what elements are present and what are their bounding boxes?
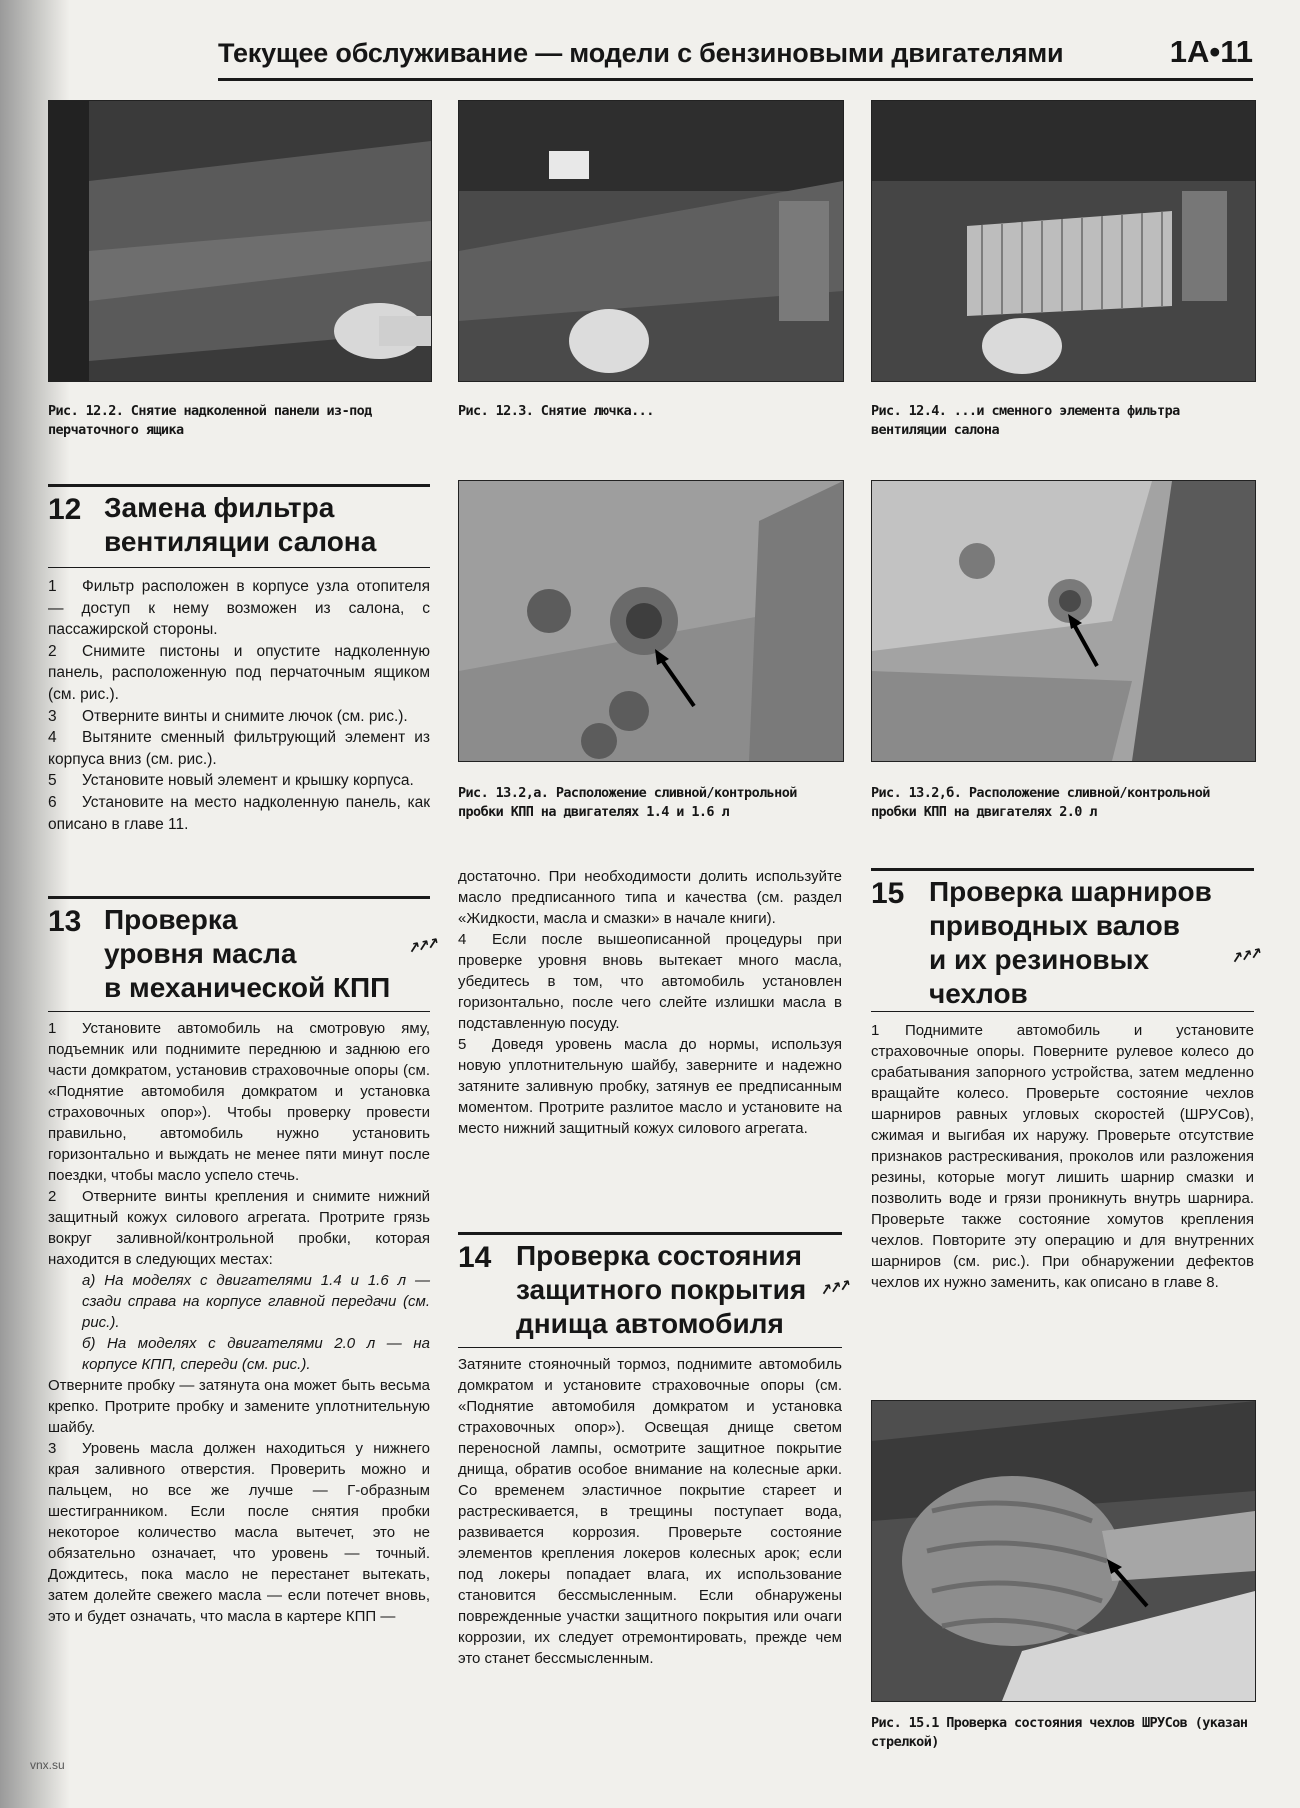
photo-filter-element-image — [872, 101, 1255, 381]
section-14-title: Проверка состояния защитного покрытия днища автомобиля — [516, 1240, 807, 1339]
caption-fig-12-4: Рис. 12.4. ...и сменного элемента фильтра вентиляции салона — [871, 403, 1180, 438]
s12-item-2: 2 Снимите пистоны и опустите надколенную панель, расположенную под перчаточным ящиком (см. рис.). — [48, 642, 430, 703]
page-number: 1A•11 — [1169, 34, 1253, 69]
photo-fig-15-1 — [871, 1400, 1256, 1702]
caption-fig-12-3: Рис. 12.3. Снятие лючка... — [458, 403, 654, 419]
section-15-body — [871, 1020, 1254, 1293]
section-12-heading — [48, 484, 430, 568]
caption-fig-15-1: Рис. 15.1 Проверка состояния чехлов ШРУСов (указан стрелкой) — [871, 1715, 1248, 1750]
s13-para-3: 3 Уровень масла должен находиться у нижнего края заливного отверстия. Проверить можно и пальцем, но все же лучше — Г-образным шестигранником. Если после снятия пробки некоторое количество масла вытечет, это не обязательно означает, что уровень — точный. Дождитесь, пока масло не перестанет вытекать, затем долейте свежего масла — если потечет вновь, это и будет означать, что масла в картере КПП — — [48, 1440, 430, 1625]
s13-para-4: 4 Если после вышеописанной процедуры при проверке уровня вновь вытекает много масла, убедитесь в том, что автомобиль установлен горизонтально, после чего слейте излишки масла в подставленную посуду. — [458, 931, 842, 1032]
section-13-number: 13 — [48, 905, 82, 938]
section-13-body-left — [48, 1018, 430, 1627]
section-13-title: Проверка уровня масла в механической КПП — [104, 904, 391, 1003]
section-15-title: Проверка шарниров приводных валов и их резиновых чехлов — [929, 876, 1212, 1009]
s12-item-1: 1 Фильтр расположен в корпусе узла отопителя — доступ к нему возможен из салона, с пассажирской стороны. — [48, 578, 430, 639]
s13-para-1: 1 Установите автомобиль на смотровую яму, подъемник или поднимите переднюю и заднюю его части домкратом, установив страховочные опоры (см. «Поднятие автомобиля домкратом и установка страховочных опор»). Чтобы проверку провести правильно, автомобиль нужно установить горизонтально и выждать не менее пяти минут после поездки, чтобы масло успело стечь. — [48, 1020, 430, 1184]
photo-panel-removal-image — [49, 101, 431, 381]
s12-item-3: 3 Отверните винты и снимите лючок (см. рис.). — [48, 707, 408, 725]
section-13-body-middle — [458, 866, 842, 1139]
s15-para-1: 1 Поднимите автомобиль и установите страховочные опоры. Поверните рулевое колесо до срабатывания запорного устройства, затем медленно вращайте колесо. Проверьте состояние чехлов шарниров равных угловых скоростей (ШРУСов), сжимая и выгибая их наружу. Проверьте отсутствие признаков растрескивания, проколов или разложения резины, которые могут лишить шарнир смазки и позволить воде и грязи проникнуть внутрь шарнира. Проверьте также состояние хомутов крепления чехлов. Повторите эту операцию и для внутренних шарниров (см. рис.). При обнаружении дефектов чехлов их нужно заменить, как описано в главе 8. — [871, 1022, 1254, 1291]
section-13-heading — [48, 896, 439, 1012]
caption-fig-12-2: Рис. 12.2. Снятие надколенной панели из-под перчаточного ящика — [48, 403, 372, 438]
caption-fig-13-2b: Рис. 13.2,б. Расположение сливной/контрольной пробки КПП на двигателях 2.0 л — [871, 785, 1210, 820]
section-14-heading — [458, 1232, 851, 1348]
photo-fig-13-2b — [871, 480, 1256, 762]
s13-sub-b: б) На моделях с двигателями 2.0 л — на корпусе КПП, спереди (см. рис.). — [82, 1335, 430, 1373]
s14-text: Затяните стояночный тормоз, поднимите автомобиль домкратом и установите страховочные опоры (см. «Поднятие автомобиля домкратом и установка страховочных опор»). Освещая днище светом переносной лампы, осмотрите защитное покрытие днища, обратив особое внимание на колесные арки. Со временем эластичное покрытие стареет и растрескивается, в трещины поступает вода, развивается коррозия. Проверьте состояние элементов крепления локеров колесных арок; если под локеры попадает влага, их использование становится бессмысленным. Если обнаружены поврежденные участки защитного покрытия или очаги коррозии, их следует отремонтировать, прежде чем это станет бессмысленным. — [458, 1356, 842, 1667]
photo-fig-12-4 — [871, 100, 1256, 382]
difficulty-icon: ↗↗↗ — [406, 935, 439, 958]
section-15-heading — [871, 868, 1262, 1012]
caption-fig-13-2a: Рис. 13.2,а. Расположение сливной/контрольной пробки КПП на двигателях 1.4 и 1.6 л — [458, 785, 797, 820]
s12-item-4: 4 Вытяните сменный фильтрующий элемент из корпуса вниз (см. рис.). — [48, 729, 430, 768]
page-footer-folio: vnx.su — [30, 1758, 65, 1772]
s13-para-5: 5 Доведя уровень масла до нормы, используя новую уплотнительную шайбу, заверните и надежно затяните заливную пробку, затянув ее предписанным моментом. Протрите разлитое масло и установите на место нижний защитный кожух силового агрегата. — [458, 1036, 842, 1137]
photo-fig-13-2a — [458, 480, 844, 762]
photo-fig-12-3 — [458, 100, 844, 382]
s13-para-3-cont: достаточно. При необходимости долить используйте масло предписанного типа и качества (см. раздел «Жидкости, масла и смазки» в начале книги). — [458, 868, 842, 927]
section-14-number: 14 — [458, 1241, 492, 1274]
s13-para-2-tail: Отверните пробку — затянута она может быть весьма крепко. Протрите пробку и замените уплотнительную шайбу. — [48, 1377, 430, 1436]
photo-hatch-removal-image — [459, 101, 843, 381]
section-15-number: 15 — [871, 877, 905, 910]
section-12-number: 12 — [48, 493, 82, 526]
photo-cv-joint-boot-image — [872, 1401, 1255, 1701]
page-header — [218, 28, 1253, 81]
section-12-title: Замена фильтра вентиляции салона — [104, 492, 377, 557]
photo-gearbox-plug-1-4-image — [459, 481, 843, 761]
s13-sub-a: а) На моделях с двигателями 1.4 и 1.6 л — сзади справа на корпусе главной передачи (см. рис.). — [82, 1272, 430, 1331]
running-title: Текущее обслуживание — модели с бензиновыми двигателями — [218, 38, 1064, 68]
photo-gearbox-plug-2-0-image — [872, 481, 1255, 761]
section-14-body — [458, 1354, 842, 1669]
photo-fig-12-2 — [48, 100, 432, 382]
difficulty-icon: ↗↗↗ — [1229, 945, 1262, 968]
s12-item-5: 5 Установите новый элемент и крышку корпуса. — [48, 772, 414, 790]
s12-item-6: 6 Установите на место надколенную панель, как описано в главе 11. — [48, 793, 430, 833]
s13-para-2: 2 Отверните винты крепления и снимите нижний защитный кожух силового агрегата. Протрите грязь вокруг заливной/контрольной пробки, которая находится в следующих местах: — [48, 1188, 430, 1268]
section-12-body — [48, 576, 430, 835]
difficulty-icon: ↗↗↗ — [818, 1277, 851, 1300]
